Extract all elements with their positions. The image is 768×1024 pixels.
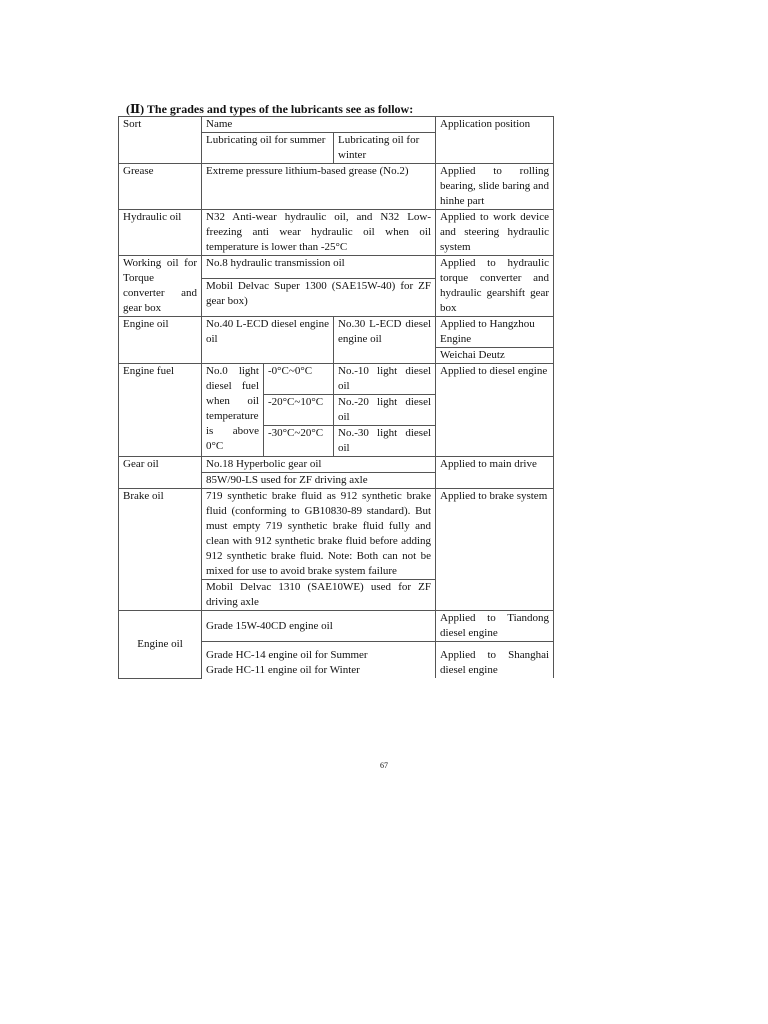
engine-fuel-temp-1: -0°C~0°C (264, 364, 334, 395)
engine-oil2-application-2: Applied to Shanghai diesel engine (436, 642, 554, 679)
engine-oil-application-1: Applied to Hangzhou Engine (436, 317, 554, 348)
working-sort: Working oil for Torque converter and gear box (119, 256, 202, 317)
engine-oil2-application-1: Applied to Tiandong diesel engine (436, 611, 554, 642)
engine-oil2-name-1: Grade 15W-40CD engine oil (202, 611, 436, 642)
engine-oil-winter: No.30 L-ECD diesel engine oil (334, 317, 436, 364)
engine-oil2-name-2 (202, 642, 436, 679)
engine-fuel-sort: Engine fuel (119, 364, 202, 457)
engine-fuel-application: Applied to diesel engine (436, 364, 554, 457)
grease-row (119, 164, 554, 210)
grease-name: Extreme pressure lithium-based grease (No.2) (202, 164, 436, 210)
engine-fuel-row-1 (119, 364, 554, 395)
grease-application: Applied to rolling bearing, slide baring and hinhe part (436, 164, 554, 210)
working-row (119, 256, 554, 279)
page-number: 67 (380, 761, 388, 770)
engine-oil-summer: No.40 L-ECD diesel engine oil (202, 317, 334, 364)
engine-oil2-row (119, 611, 554, 642)
gear-oil-name-1: No.18 Hyperbolic gear oil (202, 457, 436, 473)
engine-oil-sort: Engine oil (119, 317, 202, 364)
gear-oil-row (119, 457, 554, 473)
brake-oil-sort: Brake oil (119, 489, 202, 611)
header-application: Application position (436, 117, 554, 164)
working-application: Applied to hydraulic torque converter and hydraulic gearshift gear box (436, 256, 554, 317)
engine-fuel-summer: No.0 light diesel fuel when oil temperature is above 0°C (202, 364, 264, 457)
engine-fuel-grade-1: No.-10 light diesel oil (334, 364, 436, 395)
engine-fuel-grade-3: No.-30 light diesel oil (334, 426, 436, 457)
engine-oil-row (119, 317, 554, 348)
hydraulic-sort: Hydraulic oil (119, 210, 202, 256)
lubricant-table (118, 116, 554, 679)
gear-oil-name-2: 85W/90-LS used for ZF driving axle (202, 473, 436, 489)
brake-oil-application: Applied to brake system (436, 489, 554, 611)
engine-oil2-sort: Engine oil (119, 611, 202, 679)
hydraulic-application: Applied to work device and steering hydraulic system (436, 210, 554, 256)
grease-sort: Grease (119, 164, 202, 210)
brake-oil-name-1: 719 synthetic brake fluid as 912 synthetic brake fluid (conforming to GB10830-89 standard). But must empty 719 synthetic brake fluid fully and clean with 912 synthetic brake fluid before adding 912 synthetic brake fluid. Note: Both can not be mixed for use to avoid brake system failure (202, 489, 436, 580)
gear-oil-application: Applied to main drive (436, 457, 554, 489)
engine-oil-application-2: Weichai Deutz (436, 348, 554, 364)
header-name: Name (202, 117, 436, 133)
engine-oil2-name-2a: Grade HC-14 engine oil for Summer (206, 649, 368, 661)
brake-oil-name-2: Mobil Delvac 1310 (SAE10WE) used for ZF driving axle (202, 580, 436, 611)
engine-fuel-temp-2: -20°C~10°C (264, 395, 334, 426)
header-winter: Lubricating oil for winter (334, 133, 436, 164)
engine-oil2-name-2b: Grade HC-11 engine oil for Winter (206, 664, 360, 676)
engine-fuel-temp-3: -30°C~20°C (264, 426, 334, 457)
section-heading: (Ⅱ) The grades and types of the lubricants see as follow: (126, 102, 414, 116)
engine-fuel-grade-2: No.-20 light diesel oil (334, 395, 436, 426)
header-sort: Sort (119, 117, 202, 164)
hydraulic-name: N32 Anti-wear hydraulic oil, and N32 Low-freezing anti wear hydraulic oil when oil temperature is lower than -25°C (202, 210, 436, 256)
brake-oil-row (119, 489, 554, 580)
working-name-2: Mobil Delvac Super 1300 (SAE15W-40) for ZF gear box) (202, 279, 436, 317)
header-summer: Lubricating oil for summer (202, 133, 334, 164)
gear-oil-sort: Gear oil (119, 457, 202, 489)
header-row (119, 117, 554, 133)
working-name-1: No.8 hydraulic transmission oil (202, 256, 436, 279)
hydraulic-row (119, 210, 554, 256)
